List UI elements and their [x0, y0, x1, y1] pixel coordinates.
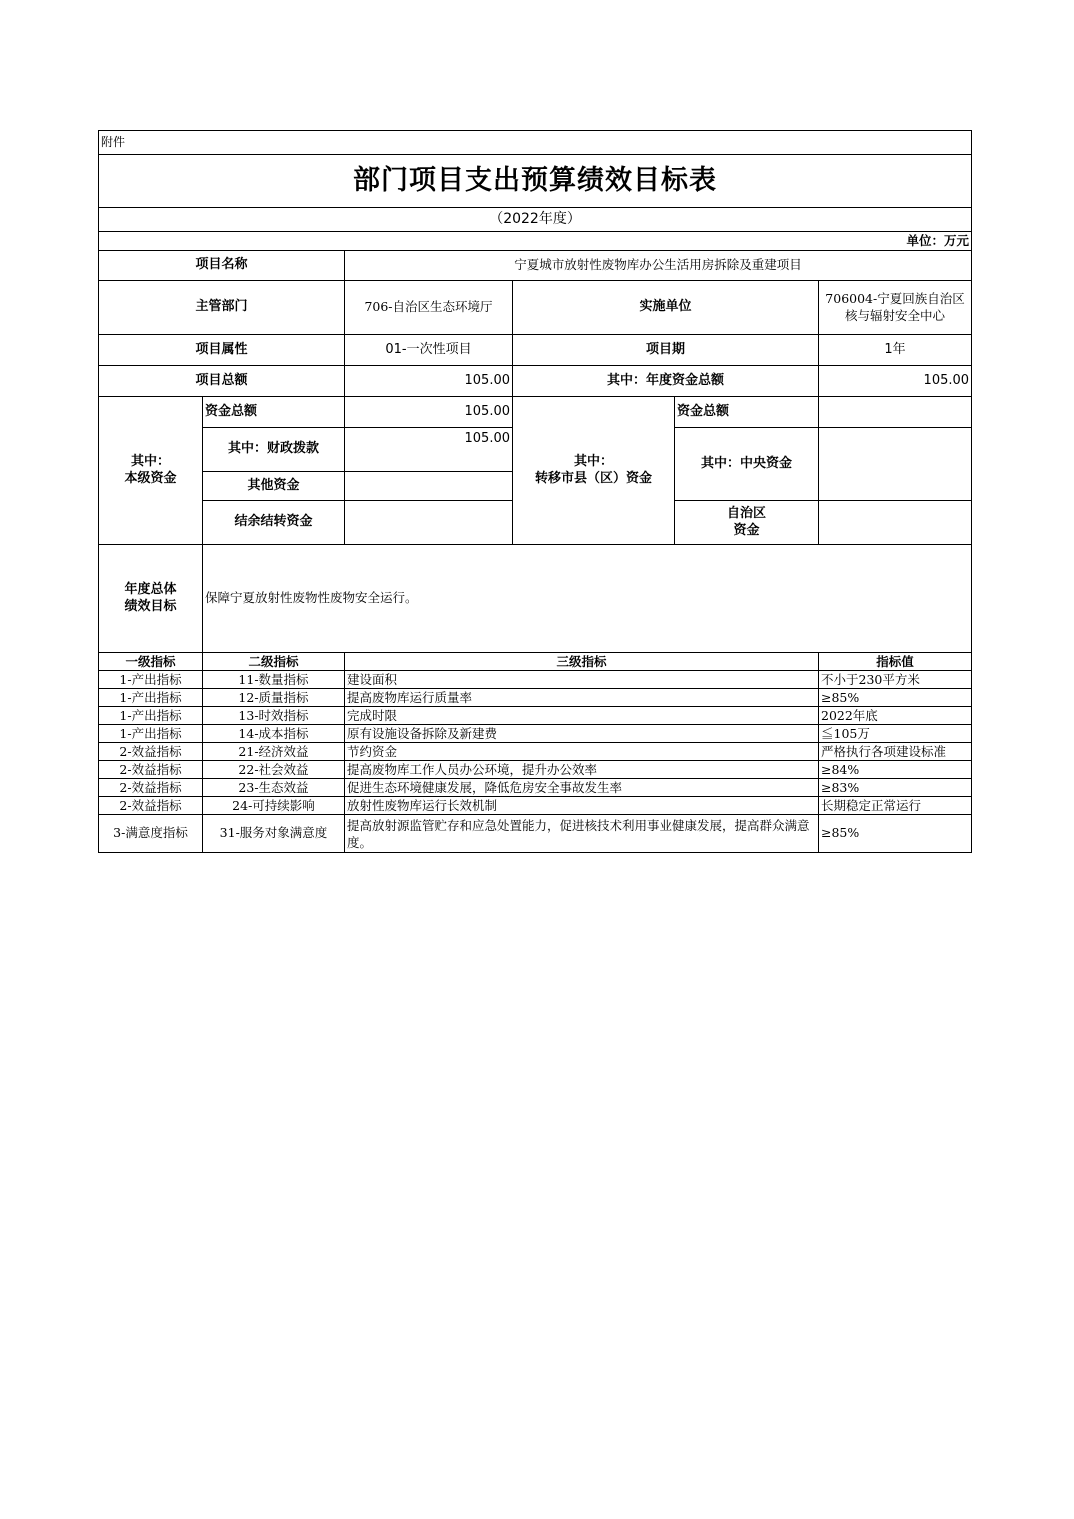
fiscal-allocation-value: 105.00: [345, 428, 513, 472]
dept-label: 主管部门: [99, 281, 345, 335]
carryover-funds-value: [345, 501, 513, 545]
level3-cell: 完成时限: [345, 707, 819, 725]
other-funds-value: [345, 472, 513, 501]
level1-cell: 3-满意度指标: [99, 815, 203, 853]
indicator-row: [99, 671, 972, 689]
year-label: （2022年度）: [99, 208, 972, 232]
unit-label: 单位：万元: [99, 232, 972, 251]
level1-cell: 1-产出指标: [99, 671, 203, 689]
project-name-label: 项目名称: [99, 251, 345, 281]
indicator-row: [99, 815, 972, 853]
value-cell: ≥85%: [819, 689, 972, 707]
fund-total-value: 105.00: [345, 397, 513, 428]
carryover-funds-label: 结余结转资金: [203, 501, 345, 545]
region-funds-value: [819, 501, 972, 545]
attachment-label: 附件: [99, 131, 972, 155]
indicator-row: [99, 779, 972, 797]
level1-cell: 2-效益指标: [99, 761, 203, 779]
transfer-funds-label-line1: 其中：: [573, 453, 613, 469]
other-funds-label: 其他资金: [203, 472, 345, 501]
level3-cell: 节约资金: [345, 743, 819, 761]
indicator-row: [99, 707, 972, 725]
level1-cell: 2-效益指标: [99, 779, 203, 797]
impl-unit-value: [819, 281, 972, 335]
transfer-funds-label: [513, 397, 675, 545]
annual-goal-label: [99, 545, 203, 653]
level2-cell: 23-生态效益: [203, 779, 345, 797]
region-funds-label-line1: 自治区: [726, 505, 766, 521]
level2-cell: 11-数量指标: [203, 671, 345, 689]
value-cell: 长期稳定正常运行: [819, 797, 972, 815]
header-value: 指标值: [819, 653, 972, 671]
project-period-label: 项目期: [513, 335, 819, 366]
page-title: 部门项目支出预算绩效目标表: [99, 155, 972, 208]
dept-value: 706-自治区生态环境厅: [345, 281, 513, 335]
level2-cell: 31-服务对象满意度: [203, 815, 345, 853]
level3-cell: 促进生态环境健康发展，降低危房安全事故发生率: [345, 779, 819, 797]
local-funds-label-line2: 本级资金: [124, 470, 177, 486]
project-total-label: 项目总额: [99, 366, 345, 397]
region-funds-label-line2: 资金: [733, 522, 760, 538]
project-attr-label: 项目属性: [99, 335, 345, 366]
local-funds-label-line1: 其中：: [130, 453, 170, 469]
indicator-row: [99, 797, 972, 815]
fund-total-label: 资金总额: [203, 397, 345, 428]
level1-cell: 2-效益指标: [99, 797, 203, 815]
level1-cell: 2-效益指标: [99, 743, 203, 761]
level2-cell: 21-经济效益: [203, 743, 345, 761]
header-level3: 三级指标: [345, 653, 819, 671]
fiscal-allocation-label: 其中：财政拨款: [203, 428, 345, 472]
annual-goal-label-line2: 绩效目标: [124, 598, 177, 614]
impl-unit-line1: 706004-宁夏回族自治区: [825, 291, 965, 307]
level3-cell: 提高废物库运行质量率: [345, 689, 819, 707]
indicator-row: [99, 761, 972, 779]
project-attr-value: 01-一次性项目: [345, 335, 513, 366]
impl-unit-label: 实施单位: [513, 281, 819, 335]
level2-cell: 14-成本指标: [203, 725, 345, 743]
value-cell: 2022年底: [819, 707, 972, 725]
budget-performance-sheet: [98, 130, 971, 853]
level3-cell: 提高废物库工作人员办公环境，提升办公效率: [345, 761, 819, 779]
header-level1: 一级指标: [99, 653, 203, 671]
level3-cell: 放射性废物库运行长效机制: [345, 797, 819, 815]
annual-goal-text: 保障宁夏放射性废物性废物安全运行。: [203, 545, 972, 653]
value-cell: ≥85%: [819, 815, 972, 853]
transfer-total-value: [819, 397, 972, 428]
value-cell: ≥83%: [819, 779, 972, 797]
value-cell: ≦105万: [819, 725, 972, 743]
annual-total-value: 105.00: [819, 366, 972, 397]
indicator-row: [99, 743, 972, 761]
level1-cell: 1-产出指标: [99, 707, 203, 725]
value-cell: 不小于230平方米: [819, 671, 972, 689]
annual-goal-label-line1: 年度总体: [124, 581, 177, 597]
header-level2: 二级指标: [203, 653, 345, 671]
project-name-value: 宁夏城市放射性废物库办公生活用房拆除及重建项目: [345, 251, 972, 281]
central-funds-value: [819, 428, 972, 501]
impl-unit-line2: 核与辐射安全中心: [845, 307, 946, 323]
level3-cell: 建设面积: [345, 671, 819, 689]
level3-cell: 提高放射源监管贮存和应急处置能力，促进核技术利用事业健康发展，提高群众满意度。: [345, 815, 819, 853]
local-funds-label: [99, 397, 203, 545]
indicator-row: [99, 689, 972, 707]
project-period-value: 1年: [819, 335, 972, 366]
performance-target-table: [98, 130, 972, 853]
level1-cell: 1-产出指标: [99, 689, 203, 707]
indicator-row: [99, 725, 972, 743]
level1-cell: 1-产出指标: [99, 725, 203, 743]
transfer-total-label: 资金总额: [675, 397, 819, 428]
level2-cell: 24-可持续影响: [203, 797, 345, 815]
value-cell: ≥84%: [819, 761, 972, 779]
level2-cell: 22-社会效益: [203, 761, 345, 779]
value-cell: 严格执行各项建设标准: [819, 743, 972, 761]
annual-total-label: 其中：年度资金总额: [513, 366, 819, 397]
level2-cell: 12-质量指标: [203, 689, 345, 707]
level3-cell: 原有设施设备拆除及新建费: [345, 725, 819, 743]
level2-cell: 13-时效指标: [203, 707, 345, 725]
project-total-value: 105.00: [345, 366, 513, 397]
region-funds-label: [675, 501, 819, 545]
transfer-funds-label-line2: 转移市县（区）资金: [534, 470, 652, 486]
central-funds-label: 其中：中央资金: [675, 428, 819, 501]
